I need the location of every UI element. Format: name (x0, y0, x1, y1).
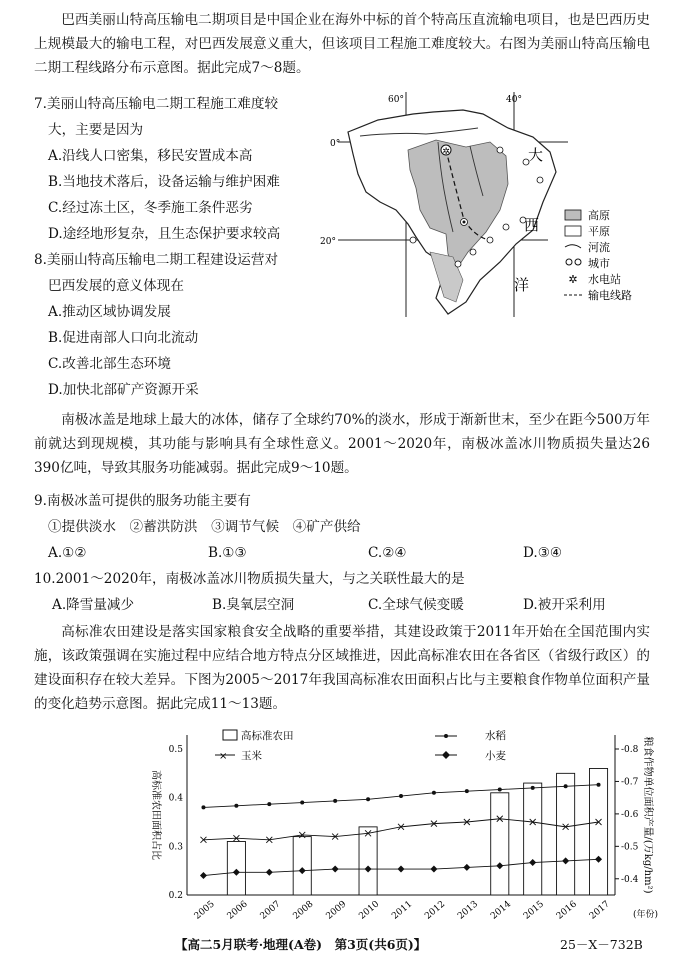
q7-stem-line2: 大，主要是因为 (48, 122, 144, 138)
right-tick-label: -0.5 (621, 842, 639, 853)
point-rice (300, 801, 304, 805)
footer-code: 25－X－732B (560, 937, 643, 952)
legend-plain: 平原 (588, 225, 610, 238)
legend-city: 城市 (588, 257, 610, 270)
q10-option-c[interactable]: C.全球气候变暖 (368, 597, 464, 613)
ocean-label-da: 大 (528, 146, 544, 164)
right-tick-label: -0.6 (621, 809, 639, 820)
left-tick-label: 0.3 (168, 842, 183, 853)
legend-wheat: 小麦 (485, 750, 506, 762)
q8-stem-line1: 8.美丽山特高压输电二期工程建设运营对 (34, 252, 279, 268)
legend-transmission: 输电线路 (588, 289, 632, 302)
point-wheat (200, 872, 207, 879)
x-tick-label: 2016 (554, 899, 579, 922)
q8-option-b[interactable]: B.促进南部人口向北流动 (48, 330, 199, 346)
q10-stem: 10.2001～2020年，南极冰盖冰川物质损失量大，与之关联性最大的是 (34, 571, 465, 587)
lon-label-40: 40° (506, 95, 522, 105)
q8-option-c[interactable]: C.改善北部生态环境 (48, 356, 171, 372)
passage-farmland: 高标准农田建设是落实国家粮食安全战略的重要举措，其建设政策于2011年开始在全国范围内实施，该政策强调在实施过程中应结合地方特点分区域推进，因此高标准农田在各省区（省级行政区）的建设面积存在较大差异。下图为2005～2017年我国高标准农田面积占比与主要粮食作物单位面积产量的变化趋势示意图。据此完成11～13题。 (34, 624, 650, 712)
q10-option-a[interactable]: A.降雪量减少 (52, 597, 135, 613)
chart-legend (215, 729, 506, 762)
svg-text:✲: ✲ (568, 273, 578, 286)
x-unit-label: (年份) (633, 910, 659, 920)
left-tick-label: 0.5 (168, 745, 183, 755)
svg-text:✲: ✲ (442, 147, 450, 157)
point-wheat (332, 866, 339, 873)
right-axis-label: 粮食作物单位面积产量/(万kg/hm²) (642, 736, 653, 894)
right-tick-label: -0.4 (621, 874, 639, 885)
point-rice (465, 789, 469, 793)
q10-option-b[interactable]: B.臭氧层空洞 (212, 597, 295, 613)
q9-option-a[interactable]: A.①② (48, 545, 87, 561)
right-tick-label: -0.7 (621, 777, 639, 788)
ocean-label-xi: 西 (524, 216, 540, 234)
q10-option-d[interactable]: D.被开采利用 (523, 597, 606, 613)
point-rice (366, 797, 370, 801)
left-axis-label: 高标准农田面积占比 (150, 770, 161, 860)
x-tick-label: 2007 (258, 899, 283, 922)
point-rice (432, 791, 436, 795)
legend-river: 河流 (588, 241, 610, 254)
bar-farmland (491, 793, 509, 895)
point-rice (201, 805, 205, 809)
point-rice (267, 802, 271, 806)
x-tick-label: 2013 (456, 899, 481, 922)
lat-label-0: 0° (330, 139, 341, 149)
q7-option-b[interactable]: B.当地技术落后，设备运输与维护困难 (48, 174, 280, 190)
q7-stem-line1: 7.美丽山特高压输电二期工程施工难度较 (34, 96, 279, 112)
legend-corn: 玉米 (241, 750, 262, 762)
q7-option-a[interactable]: A.沿线人口密集，移民安置成本高 (48, 148, 253, 164)
x-tick-label: 2008 (291, 899, 316, 922)
point-wheat (430, 866, 437, 873)
lat-label-20: 20° (320, 237, 336, 247)
left-tick-label: 0.2 (168, 891, 183, 901)
x-tick-label: 2012 (423, 899, 448, 922)
bar-farmland (293, 837, 311, 895)
bar-farmland (227, 841, 245, 895)
farmland-yield-chart (145, 727, 659, 932)
q9-option-c[interactable]: C.②④ (368, 545, 407, 561)
point-rice (597, 783, 601, 787)
svg-text:×: × (219, 751, 228, 762)
legend-hydropower: 水电站 (588, 273, 621, 286)
bar-farmland (524, 783, 542, 895)
point-rice (531, 786, 535, 790)
bar-farmland (589, 768, 607, 895)
x-tick-label: 2010 (357, 899, 382, 922)
brazil-transmission-map (318, 92, 658, 317)
point-wheat (266, 869, 273, 876)
x-tick-label: 2009 (324, 899, 349, 922)
left-tick-label: 0.4 (168, 793, 183, 804)
point-rice (399, 794, 403, 798)
q9-option-d[interactable]: D.③④ (523, 545, 563, 561)
passage-antarctica: 南极冰盖是地球上最大的冰体，储存了全球约70%的淡水，形成于渐新世末，至少在距今500万年前就达到现规模，其功能与影响具有全球性意义。2001～2020年，南极冰盖冰川物质损失量达26 390亿吨，导致其服务功能减弱。据此完成9～10题。 (34, 412, 650, 476)
q8-option-d[interactable]: D.加快北部矿产资源开采 (48, 382, 199, 398)
footer-center: 【高二5月联考·地理(A卷) 第3页(共6页)】 (175, 937, 427, 952)
legend-rice: 水稻 (485, 730, 506, 742)
lon-label-60: 60° (388, 95, 404, 105)
point-rice (234, 804, 238, 808)
point-rice (564, 784, 568, 788)
bar-farmland (359, 827, 377, 895)
q9-stem: 9.南极冰盖可提供的服务功能主要有 (34, 493, 251, 509)
q9-items: ①提供淡水 ②蓄洪防洪 ③调节气候 ④矿产供给 (48, 519, 361, 535)
legend-plateau: 高原 (588, 209, 610, 222)
q8-option-a[interactable]: A.推动区域协调发展 (48, 304, 171, 320)
legend-bar: 高标准农田 (241, 730, 294, 742)
point-rice (333, 799, 337, 803)
point-wheat (463, 864, 470, 871)
x-tick-label: 2017 (587, 899, 612, 922)
q8-stem-line2: 巴西发展的意义体现在 (48, 278, 184, 294)
q7-option-d[interactable]: D.途经地形复杂，且生态保护要求较高 (48, 226, 281, 242)
point-wheat (398, 866, 405, 873)
map-legend (564, 208, 632, 302)
x-tick-label: 2011 (390, 899, 415, 922)
passage-brazil: 巴西美丽山特高压输电二期项目是中国企业在海外中标的首个特高压直流输电项目，也是巴西历史上规模最大的输电工程，对巴西发展意义重大，但该项目工程施工难度较大。右图为美丽山特高压输电二期工程线路分布示意图。据此完成7～8题。 (34, 12, 650, 76)
bar-farmland (557, 773, 575, 895)
ocean-label-yang: 洋 (514, 276, 530, 294)
hydropower-station-icon (441, 145, 451, 157)
x-tick-label: 2006 (225, 899, 250, 922)
x-tick-label: 2005 (192, 899, 217, 922)
x-tick-label: 2015 (521, 899, 546, 922)
point-rice (498, 788, 502, 792)
q7-option-c[interactable]: C.经过冻土区，冬季施工条件恶劣 (48, 200, 253, 216)
right-tick-label: -0.8 (621, 745, 639, 755)
x-tick-label: 2014 (489, 899, 514, 922)
q9-option-b[interactable]: B.①③ (208, 545, 247, 561)
